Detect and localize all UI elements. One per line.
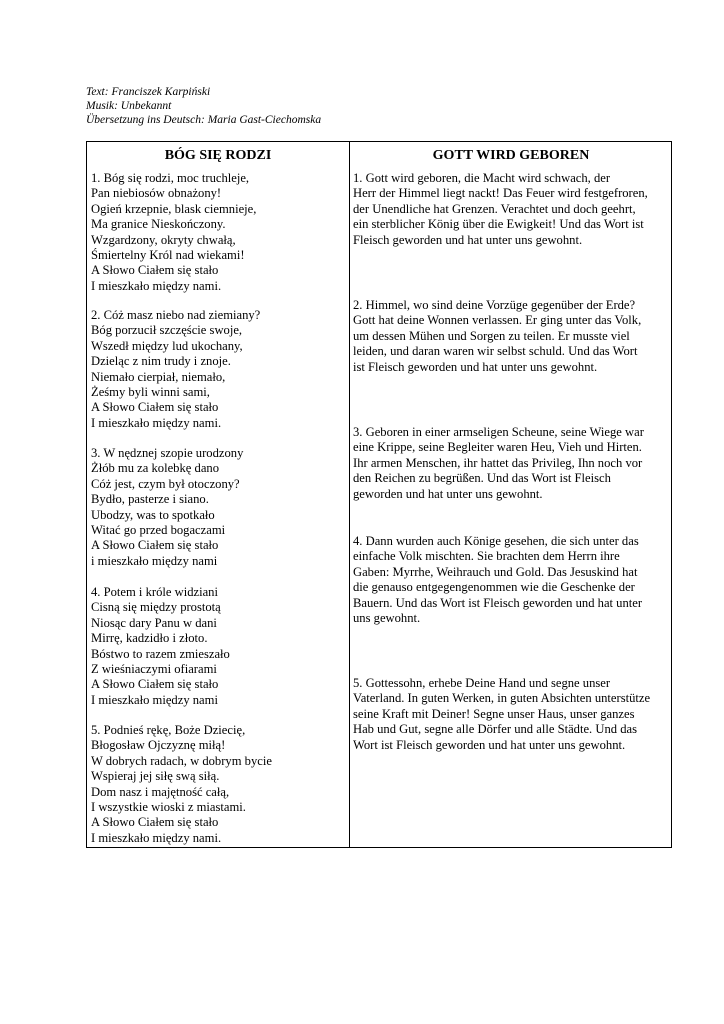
german-line: der Unendliche hat Grenzen. Verachtet und doch geehrt, [353, 201, 636, 216]
credits [86, 85, 321, 128]
polish-line: Cóż jest, czym był otoczony? [91, 476, 240, 491]
german-line: Gaben: Myrrhe, Weihrauch und Gold. Das Jesuskind hat [353, 564, 638, 579]
credits-text: Text: Franciszek Karpiński [86, 86, 211, 98]
german-line: ist Fleisch geworden und hat unter uns gewohnt. [353, 359, 598, 374]
polish-line: I mieszkało między nami. [91, 830, 222, 845]
german-stanza-5 [353, 676, 673, 753]
polish-line: Dom nasz i majętność całą, [91, 784, 230, 799]
polish-line: Błogosław Ojczyznę miłą! [91, 738, 226, 753]
polish-line: Żeśmy byli winni sami, [91, 385, 210, 400]
german-line: die genauso entgegengenommen wie die Geschenke der [353, 580, 635, 595]
polish-line: Pan niebiosów obnażony! [91, 186, 222, 201]
polish-line: Wspieraj jej siłę swą siłą. [91, 769, 220, 784]
german-line: um dessen Mühen und Sorgen zu teilen. Er musste viel [353, 328, 630, 343]
polish-line: Śmiertelny Król nad wiekami! [91, 248, 245, 263]
polish-line: 2. Cóż masz niebo nad ziemiany? [91, 308, 261, 322]
column-divider [349, 142, 350, 847]
credits-translation: Übersetzung ins Deutsch: Maria Gast-Ciechomska [86, 114, 322, 127]
german-stanza-2 [353, 298, 673, 375]
polish-line: A Słowo Ciałem się stało [91, 400, 219, 415]
polish-line: A Słowo Ciałem się stało [91, 815, 219, 830]
polish-line: I mieszkało między nami. [91, 415, 222, 430]
credits-music: Musik: Unbekannt [86, 100, 172, 113]
polish-line: I mieszkało między nami [91, 692, 218, 707]
german-line: 2. Himmel, wo sind deine Vorzüge gegenüber der Erde? [353, 298, 636, 312]
german-line: 5. Gottessohn, erhebe Deine Hand und segne unser [353, 676, 611, 690]
german-line: den Reichen zu begrüßen. Und das Wort ist Fleisch [353, 471, 611, 486]
polish-line: Wzgardzony, okryty chwałą, [91, 232, 236, 247]
polish-line: 4. Potem i króle widziani [91, 585, 218, 599]
polish-stanza-2 [91, 308, 260, 431]
german-line: Gott hat deine Wonnen verlassen. Er ging unter das Volk, [353, 313, 642, 328]
polish-line: Ubodzy, was to spotkało [91, 507, 215, 522]
german-line: Fleisch geworden und hat unter uns gewohnt. [353, 232, 583, 247]
polish-line: A Słowo Ciałem się stało [91, 263, 219, 278]
german-line: einfache Volk mischten. Sie brachten dem Herrn ihre [353, 549, 620, 564]
polish-stanza-3 [91, 446, 243, 569]
german-line: Vaterland. In guten Werken, in guten Absichten unterstütze [353, 691, 651, 706]
polish-stanza-5 [91, 723, 272, 846]
polish-line: I wszystkie wioski z miastami. [91, 800, 246, 815]
polish-line: Dzieląc z nim trudy i znoje. [91, 354, 231, 369]
lyrics-table [86, 141, 672, 848]
polish-line: 5. Podnieś rękę, Boże Dziecię, [91, 723, 246, 737]
german-line: 4. Dann wurden auch Könige gesehen, die sich unter das [353, 534, 639, 548]
polish-line: 3. W nędznej szopie urodzony [91, 446, 244, 460]
german-line: Hab und Gut, segne alle Dörfer und alle Städte. Und das [353, 722, 637, 737]
polish-line: 1. Bóg się rodzi, moc truchleje, [91, 171, 250, 185]
polish-line: W dobrych radach, w dobrym bycie [91, 753, 272, 768]
german-line: 1. Gott wird geboren, die Macht wird schwach, der [353, 171, 611, 185]
german-line: leiden, und daran waren wir selbst schuld. Und das Wort [353, 344, 638, 359]
polish-line: A Słowo Ciałem się stało [91, 677, 219, 692]
polish-line: Witać go przed bogaczami [91, 523, 226, 538]
polish-line: Żłób mu za kolebkę dano [91, 461, 219, 476]
polish-line: Niemało cierpiał, niemało, [91, 369, 226, 384]
polish-line: Cisną się między prostotą [91, 600, 221, 615]
german-line: eine Krippe, seine Begleiter waren Heu, Vieh und Hirten. [353, 440, 642, 455]
german-stanza-3 [353, 425, 673, 502]
polish-line: A Słowo Ciałem się stało [91, 538, 219, 553]
polish-line: i mieszkało między nami [91, 553, 218, 568]
polish-line: Wszedł między lud ukochany, [91, 338, 243, 353]
polish-line: Ma granice Nieskończony. [91, 217, 226, 232]
german-line: ein sterblicher König über die Ewigkeit! Und das Wort ist [353, 217, 644, 232]
polish-line: Bóstwo to razem zmieszało [91, 646, 230, 661]
german-line: Wort ist Fleisch geworden und hat unter uns gewohnt. [353, 737, 626, 752]
polish-line: Mirrę, kadzidło i złoto. [91, 631, 208, 646]
german-line: seine Kraft mit Deiner! Segne unser Haus, unser ganzes [353, 706, 635, 721]
german-stanza-1 [353, 171, 673, 248]
polish-stanza-4 [91, 585, 230, 708]
german-line: Ihr armen Menschen, ihr hattet das Privileg, Ihn noch vor [353, 455, 643, 470]
german-line: Bauern. Und das Wort ist Fleisch geworden und hat unter [353, 595, 643, 610]
polish-line: Bóg porzucił szczęście swoje, [91, 323, 243, 338]
german-line: geworden und hat unter uns gewohnt. [353, 486, 543, 501]
german-line: 3. Geboren in einer armseligen Scheune, seine Wiege war [353, 425, 644, 439]
polish-line: I mieszkało między nami. [91, 278, 222, 293]
german-line: Herr der Himmel liegt nackt! Das Feuer wird festgefroren, [353, 186, 648, 201]
polish-line: Z wieśniaczymi ofiarami [91, 662, 217, 677]
polish-stanza-1 [91, 171, 256, 294]
polish-line: Niosąc dary Panu w dani [91, 615, 217, 630]
german-line: uns gewohnt. [353, 611, 421, 626]
polish-title: BÓG SIĘ RODZI [164, 148, 272, 163]
polish-line: Ogień krzepnie, blask ciemnieje, [91, 201, 257, 216]
german-title: GOTT WIRD GEBOREN [432, 148, 590, 163]
german-stanza-4 [353, 534, 673, 626]
polish-line: Bydło, pasterze i siano. [91, 492, 209, 507]
